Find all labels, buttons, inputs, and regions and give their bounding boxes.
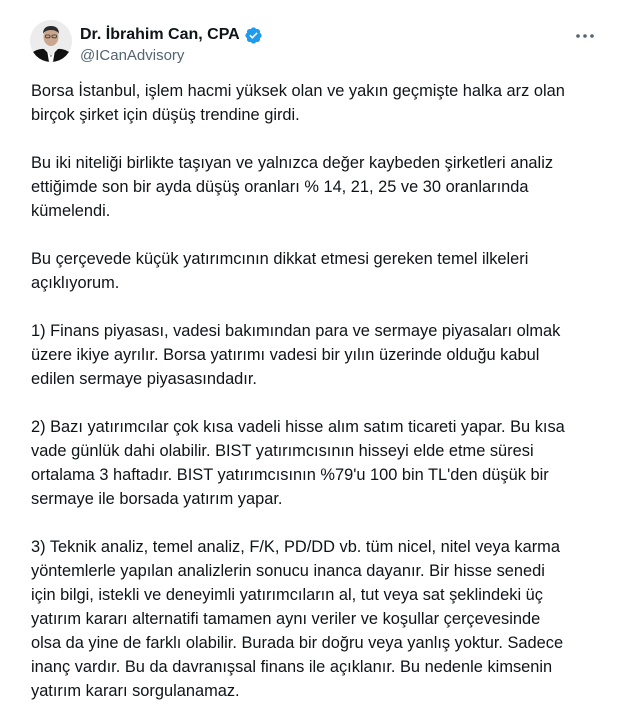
more-horizontal-icon xyxy=(575,33,595,39)
paragraph: 1) Finans piyasası, vadesi bakımından para ve sermaye piyasaları olmak üzere ikiye ayrılır. Borsa yatırımı vadesi bir yılın üzerinde olduğu kabul edilen sermaye piyasasındadır. xyxy=(31,322,561,388)
paragraph: Bu çerçevede küçük yatırımcının dikkat etmesi gereken temel ilkeleri açıklıyorum. xyxy=(31,250,529,292)
avatar-image xyxy=(30,20,72,62)
more-options-button[interactable] xyxy=(573,26,597,46)
author-block xyxy=(80,24,263,64)
display-name[interactable]: Dr. İbrahim Can, CPA xyxy=(80,26,240,43)
name-row xyxy=(80,24,263,46)
verified-badge-icon[interactable] xyxy=(244,26,263,45)
paragraph: 2) Bazı yatırımcılar çok kısa vadeli hisse alım satım ticareti yapar. Bu kısa vade günlük dahi olabilir. BIST yatırımcısının hisseyi elde etme süresi ortalama 3 haftadır. BIST yatırımcısının %79'u 100 bin TL'den düşük bir sermaye ile borsada yatırım yapar. xyxy=(31,418,565,508)
tweet-text xyxy=(31,79,601,727)
paragraph: 3) Teknik analiz, temel analiz, F/K, PD/DD vb. tüm nicel, nitel veya karma yöntemlerle yapılan analizlerin sonucu inanca dayanır. Bir hisse senedi için bilgi, istekli ve deneyimli yatırımcıların al, tut veya sat şeklindeki üç yatırım kararı alternatifi tamamen aynı veriler ve koşullar çerçevesinde olsa da yine de farklı olabilir. Burada bir doğru veya yanlış yoktur. Sadece inanç vardır. Bu da davranışsal finans ile açıklanır. Bu nedenle kimsenin yatırım kararı sorgulanamaz. xyxy=(31,538,564,700)
avatar[interactable] xyxy=(30,20,72,62)
handle[interactable]: @ICanAdvisory xyxy=(80,47,185,64)
paragraph: Borsa İstanbul, işlem hacmi yüksek olan ve yakın geçmişte halka arz olan birçok şirket için düşüş trendine girdi. xyxy=(31,82,565,124)
paragraph: Bu iki niteliği birlikte taşıyan ve yalnızca değer kaybeden şirketleri analiz ettiğimde son bir ayda düşüş oranları % 14, 21, 25 ve 30 oranlarında kümelendi. xyxy=(31,154,554,220)
